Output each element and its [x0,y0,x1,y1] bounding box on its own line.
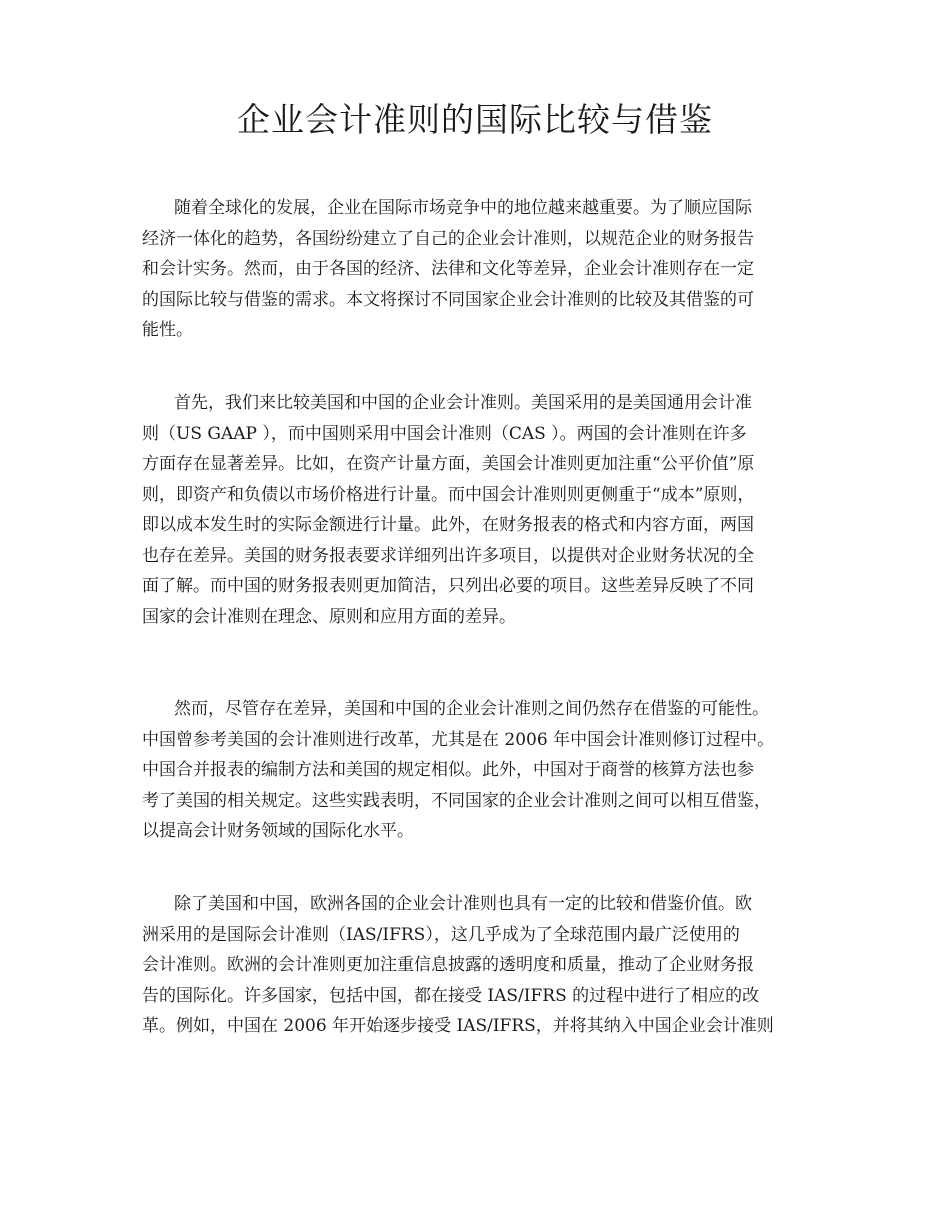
paragraph-line: 则，即资产和负债以市场价格进行计量。而中国会计准则则更侧重于“成本”原则， [142,484,755,505]
paragraph-line: 和会计实务。然而，由于各国的经济、法律和文化等差异，企业会计准则存在一定 [142,259,754,279]
paragraph-line: 洲采用的是国际会计准则（IAS/IFRS），这几乎成为了全球范围内最广泛使用的 [142,924,740,945]
paragraph-line: 也存在差异。美国的财务报表要求详细列出许多项目，以提供对企业财务状况的全 [142,545,754,566]
paragraph-2 [142,388,832,632]
paragraph-4 [142,889,832,1042]
paragraph-3 [142,694,832,847]
paragraph-line: 能性。 [142,320,193,340]
paragraph-1 [142,193,832,346]
paragraph-line: 考了美国的相关规定。这些实践表明，不同国家的企业会计准则之间可以相互借鉴， [142,790,771,811]
paragraph-line: 方面存在显著差异。比如，在资产计量方面，美国会计准则更加注重“公平价值”原 [142,454,755,474]
paragraph-line: 除了美国和中国，欧洲各国的企业会计准则也具有一定的比较和借鉴价值。欧 [174,894,752,914]
paragraph-line: 随着全球化的发展，企业在国际市场竞争中的地位越来越重要。为了顺应国际 [174,198,752,218]
paragraph-line: 以提高会计财务领域的国际化水平。 [142,821,414,841]
paragraph-line: 中国曾参考美国的会计准则进行改革，尤其是在 2006 年中国会计准则修订过程中。 [142,729,775,750]
paragraph-line: 的国际比较与借鉴的需求。本文将探讨不同国家企业会计准则的比较及其借鉴的可 [142,289,754,310]
paragraph-line: 经济一体化的趋势，各国纷纷建立了自己的企业会计准则，以规范企业的财务报告 [142,228,754,249]
paragraph-line: 面了解。而中国的财务报表则更加简洁，只列出必要的项目。这些差异反映了不同 [142,576,754,596]
paragraph-line: 会计准则。欧洲的会计准则更加注重信息披露的透明度和质量，推动了企业财务报 [142,955,754,975]
paragraph-line: 告的国际化。许多国家，包括中国，都在接受 IAS/IFRS 的过程中进行了相应的改 [142,985,760,1006]
paragraph-line: 国家的会计准则在理念、原则和应用方面的差异。 [142,606,516,627]
paragraph-line: 即以成本发生时的实际金额进行计量。此外，在财务报表的格式和内容方面，两国 [142,515,754,535]
paragraph-line: 则（US GAAP ），而中国则采用中国会计准则（CAS ）。两国的会计准则在许多 [142,423,747,444]
paragraph-line: 首先，我们来比较美国和中国的企业会计准则。美国采用的是美国通用会计准 [174,393,752,413]
paragraph-line: 然而，尽管存在差异，美国和中国的企业会计准则之间仍然存在借鉴的可能性。 [174,699,769,719]
paragraph-line: 革。例如，中国在 2006 年开始逐步接受 IAS/IFRS，并将其纳入中国企业会计准则 [142,1016,774,1036]
paragraph-line: 中国合并报表的编制方法和美国的规定相似。此外，中国对于商誉的核算方法也参 [142,760,754,780]
document-title: 企业会计准则的国际比较与借鉴 [237,100,713,139]
